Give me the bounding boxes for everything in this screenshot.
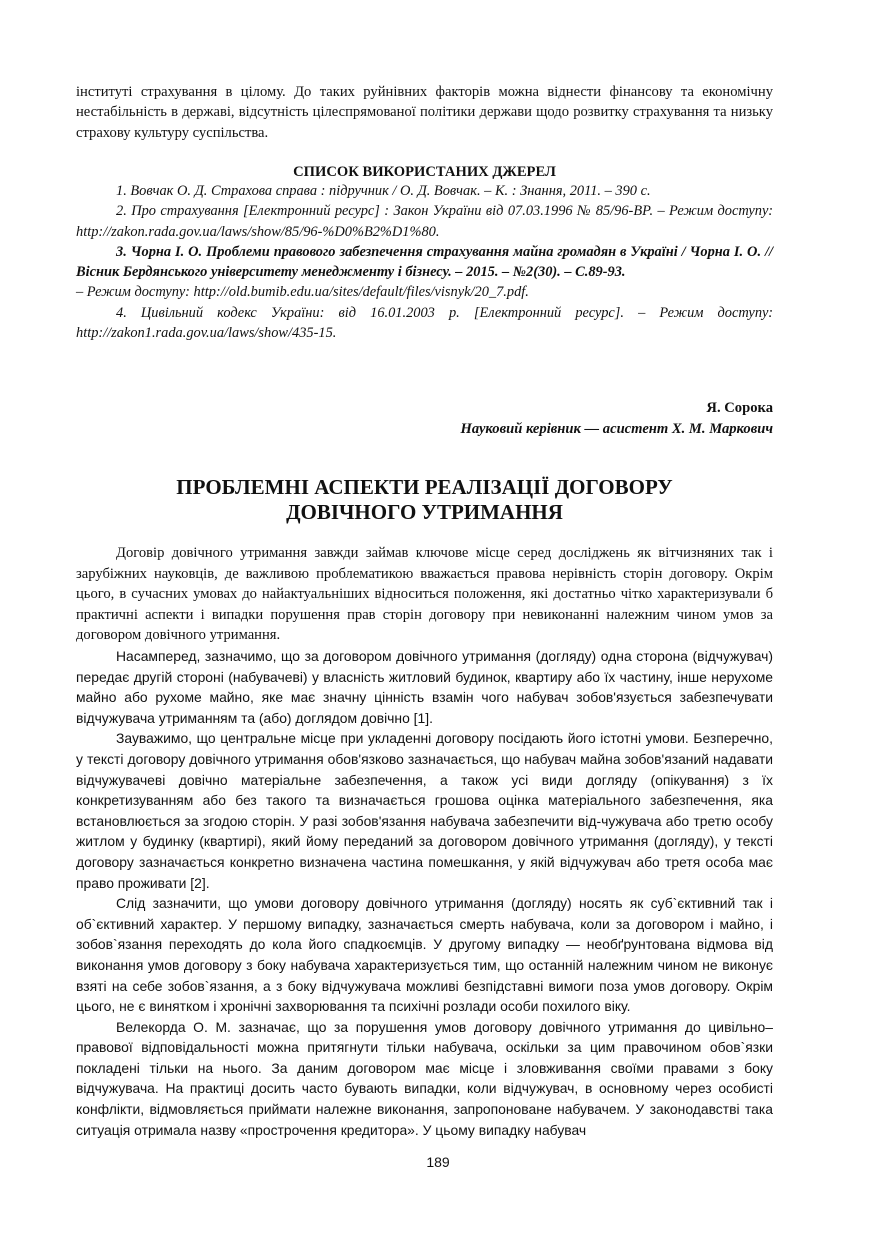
article-paragraph-5: Велекорда О. М. зазначає, що за порушення умов договору довічного утримання до цивільно–правової відповідальності можна притягнути тільки набувача, оскільки за цим правочином обов`язки покладені тільки на нього. За даним договором має місце і зловживання своїми правами з боку відчужувача. На практиці досить часто бувають випадки, коли відчужувач, в основному через особисті конфлікти, відмовляється приймати належне виконання, запропоноване набувачем. У законодавстві така ситуація отримала назву «прострочення кредитора». У цьому випадку набувач (76, 1018, 773, 1138)
intro-paragraph-block (76, 82, 773, 143)
reference-item-2: 2. Про страхування [Електронний ресурс] : Закон України від 07.03.1996 № 85/96-ВР. – Режим доступу: http://zakon.rada.gov.ua/laws/show/85/96-%D0%B2%D1%80. (76, 203, 773, 240)
article-paragraph-3: Зауважимо, що центральне місце при укладенні договору посідають його істотні умови. Безперечно, у тексті договору довічного утримання обов'язково зазначається, що набувач майна зобов'язаний надавати відчужувачеві довічно матеріальне забезпечення, а також усі види догляду (опікування) з їх конкретизуванням або без такого та визначається грошова оцінка матеріального забезпечення, яка встановлюється за згодою сторін. У разі зобов'язання набувача забезпечити від-чужувача або третю особу житлом у будинку (квартирі), який йому переданий за договором довічного утримання (догляду), у тексті договору зазначається конкретно визначена частина помешкання, у якій відчужувач або третя особа має право проживати [2]. (76, 730, 773, 891)
page-number: 189 (426, 1154, 450, 1170)
article-paragraph-4: Слід зазначити, що умови договору довічного утримання (догляду) носять як суб`єктивний так і об`єктивний характер. У першому випадку, зазначається смерть набувача, коли за договором і майно, і зобов`язання переходять до кола його спадкоємців. У другому випадку — необґрунтована відмова від виконання умов договору з боку набувача характеризується тим, що останній належним чином не виконує взяті на себе зобов`язання, а з боку відчужувача можливі безпідставні вимоги поза умов договору. Окрім цього, не є винятком і хронічні захворювання та психічні розлади особи похилого віку. (76, 895, 773, 1015)
article-title (76, 475, 773, 525)
article-title-line-1: ПРОБЛЕМНІ АСПЕКТИ РЕАЛІЗАЦІЇ ДОГОВОРУ (176, 475, 673, 499)
reference-item-1: 1. Вовчак О. Д. Страхова справа : підручник / О. Д. Вовчак. – К. : Знання, 2011. – 390 с. (116, 183, 651, 199)
reference-item-3-access: – Режим доступу: http://old.bumib.edu.ua/sites/default/files/visnyk/20_7.pdf. (76, 284, 529, 301)
reference-item-4: 4. Цивільний кодекс України: від 16.01.2003 р. [Електронний ресурс]. – Режим доступу: http://zakon1.rada.gov.ua/laws/show/435-15. (76, 304, 773, 342)
references-title: СПИСОК ВИКОРИСТАНИХ ДЖЕРЕЛ (293, 164, 556, 180)
article-paragraph-1: Договір довічного утримання завжди займав ключове місце серед досліджень як вітчизняних так і зарубіжних науковців, де важливою проблематикою вважається правова нерівність сторін договору. Окрім цього, в сучасних умовах до найактуальніших відноситься положення, які достатньо чітко характеризували б практичні аспекти і випадки порушення прав сторін договору при невиконанні належним чином умов за договором довічного утримання. (76, 545, 773, 644)
reference-item-3: 3. Чорна І. О. Проблеми правового забезпечення страхування майна громадян в Україні / Чорна І. О. // Вісник Бердянського університету менеджменту і бізнесу. – 2015. – №2(30). – С.89-93. (76, 243, 773, 281)
references-list (76, 181, 773, 343)
article-body-part-2 (76, 646, 773, 1140)
supervisor-line: Науковий керівник — асистент Х. М. Маркович (460, 420, 773, 437)
article-body-part-1 (76, 543, 773, 646)
article-title-line-2: ДОВІЧНОГО УТРИМАННЯ (286, 500, 563, 524)
intro-paragraph: інституті страхування в цілому. До таких руйнівних факторів можна віднести фінансову та економічну нестабільність в державі, відсутність цілеспрямованої політики держави щодо розвитку страхування та низьку страхову культуру суспільства. (76, 84, 773, 141)
author-block (461, 398, 774, 439)
author-name: Я. Сорока (706, 400, 773, 416)
article-paragraph-2: Насамперед, зазначимо, що за договором довічного утримання (догляду) одна сторона (відчужувач) передає другій стороні (набувачеві) у власність житловий будинок, квартиру або їх частину, інше нерухоме майно або рухоме майно, яке має значну цінність взамін чого набувач зобов'язується забезпечувати відчужувача утриманням та (або) доглядом довічно [1]. (76, 648, 773, 726)
